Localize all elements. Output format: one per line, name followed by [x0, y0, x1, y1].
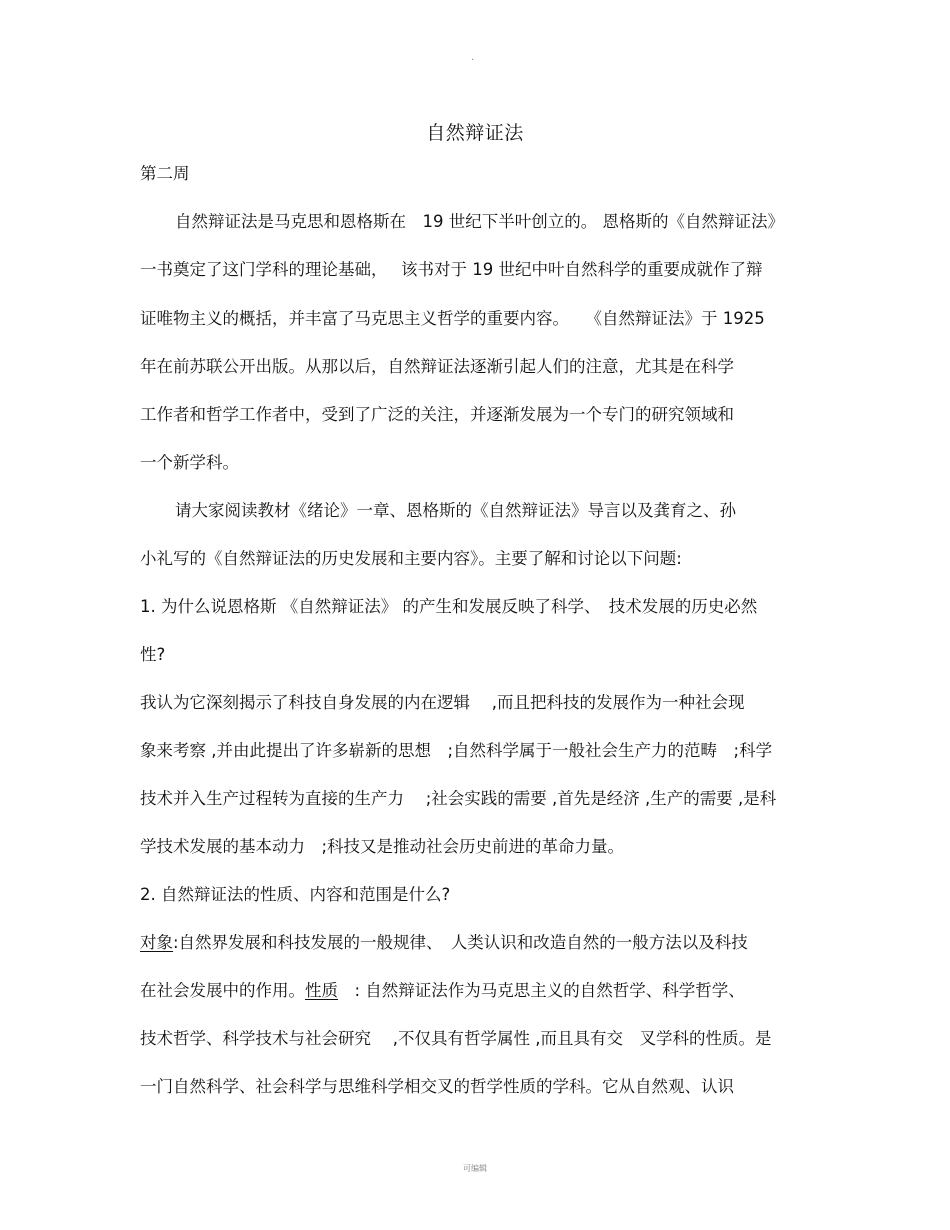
object-label: 对象	[140, 933, 173, 952]
answer-line: 我认为它深刻揭示了科技自身发展的内在逻辑 ,而且把科技的发展作为一种社会现	[140, 693, 745, 712]
reading-line: 请大家阅读教材《绪论》一章、恩格斯的《自然辩证法》导言以及龚育之、孙	[175, 501, 736, 520]
nature-label: 性质	[305, 981, 338, 1000]
object-text: :自然界发展和科技发展的一般规律、 人类认识和改造自然的一般方法以及科技	[173, 933, 748, 952]
answer-line: 技术并入生产过程转为直接的生产力 ;社会实践的需要 ,首先是经济 ,生产的需要 ,是科	[140, 789, 777, 808]
document-title: 自然辩证法	[426, 122, 524, 144]
answer-line: 技术哲学、科学技术与社会研究 ,不仅具有哲学属性 ,而且具有交 叉学科的性质。是	[140, 1029, 772, 1048]
answer-line	[140, 932, 748, 954]
reading-line: 小礼写的《自然辩证法的历史发展和主要内容》。主要了解和讨论以下问题:	[140, 549, 682, 568]
answer-text: 在社会发展中的作用。	[140, 981, 305, 1000]
intro-line: 年在前苏联公开出版。从那以后，自然辩证法逐渐引起人们的注意，尤其是在科学	[140, 357, 734, 376]
intro-line: 证唯物主义的概括，并丰富了马克思主义哲学的重要内容。 《自然辩证法》于 1925	[140, 309, 765, 328]
week-label: 第二周	[140, 164, 190, 183]
intro-line: 自然辩证法是马克思和恩格斯在 19 世纪下半叶创立的。 恩格斯的《自然辩证法》	[175, 212, 784, 231]
intro-line: 一书奠定了这门学科的理论基础， 该书对于 19 世纪中叶自然科学的重要成就作了辩	[140, 260, 763, 279]
footer-label: 可编辑	[463, 1164, 487, 1173]
question-2: 2. 自然辩证法的性质、内容和范围是什么?	[140, 885, 451, 904]
intro-line: 工作者和哲学工作者中，受到了广泛的关注，并逐渐发展为一个专门的研究领域和	[140, 405, 734, 424]
intro-line: 一个新学科。	[140, 453, 239, 472]
question-line: 1. 为什么说恩格斯 《自然辩证法》 的产生和发展反映了科学、 技术发展的历史必然	[140, 597, 758, 616]
answer-line: 一门自然科学、社会科学与思维科学相交叉的哲学性质的学科。它从自然观、认识	[140, 1077, 734, 1096]
page-dot: .	[471, 52, 475, 63]
answer-line	[140, 980, 745, 1002]
question-line: 性?	[140, 645, 166, 664]
nature-text: : 自然辩证法作为马克思主义的自然哲学、科学哲学、	[338, 981, 745, 1000]
answer-line: 学技术发展的基本动力 ;科技又是推动社会历史前进的革命力量。	[140, 837, 625, 856]
answer-line: 象来考察 ,并由此提出了许多崭新的思想 ;自然科学属于一般社会生产力的范畴 ;科学	[140, 741, 773, 760]
